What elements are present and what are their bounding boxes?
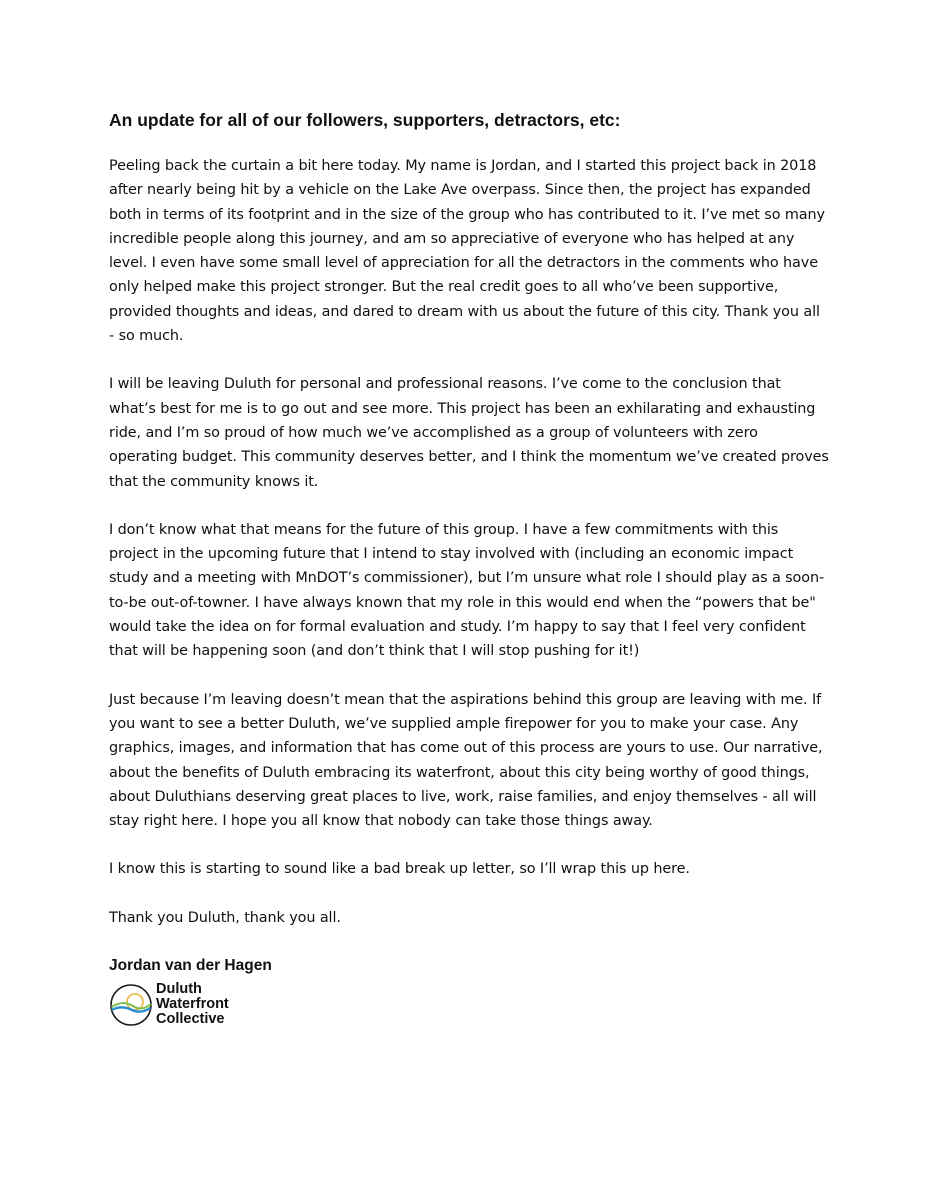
paragraph-wrap-up: I know this is starting to sound like a bad break up letter, so I’ll wrap this up here. [109, 861, 690, 878]
paragraph-leaving: I will be leaving Duluth for personal and professional reasons. I’ve come to the conclusion that what’s best for me is to go out and see more. This project has been an exhilarating and exhausting ride, and I’m so proud of how much we’ve accomplished as a group of volunteers with zero operating budget. This community deserves better, and I think the momentum we’ve created proves that the community knows it. [109, 376, 829, 490]
logo-line-waterfront: Waterfront [156, 996, 229, 1012]
paragraph-intro: Peeling back the curtain a bit here today. My name is Jordan, and I started this project back in 2018 after nearly being hit by a vehicle on the Lake Ave overpass. Since then, the project has expanded both in terms of its footprint and in the size of the group who has contributed to it. I’ve met so many incredible people along this journey, and am so appreciative of everyone who has helped at any level. I even have some small level of appreciation for all the detractors in the comments who have only helped make this project stronger. But the real credit goes to all who’ve been supportive, provided thoughts and ideas, and dared to dream with us about the future of this city. Thank you all - so much. [109, 158, 825, 345]
paragraph-future: I don’t know what that means for the future of this group. I have a few commitments with this project in the upcoming future that I intend to stay involved with (including an economic impact study and a meeting with MnDOT’s commissioner), but I’m unsure what role I should play as a soon-to-be out-of-towner. I have always known that my role in this would end when the “powers that be" would take the idea on for formal evaluation and study. I’m happy to say that I feel very confident that will be happening soon (and don’t think that I will stop pushing for it!) [109, 521, 825, 660]
logo-line-duluth: Duluth [156, 981, 202, 997]
paragraph-aspirations: Just because I’m leaving doesn’t mean that the aspirations behind this group are leaving with me. If you want to see a better Duluth, we’ve supplied ample firepower for you to make your case. Any graphics, images, and information that has come out of this process are yours to use. Our narrative, about the benefits of Duluth embracing its waterfront, about this city being worthy of good things, about Duluthians deserving great places to live, work, raise families, and enjoy themselves - all will stay right here. I hope you all know that nobody can take those things away. [109, 691, 823, 830]
signature: Jordan van der Hagen [109, 957, 272, 974]
paragraph-thanks: Thank you Duluth, thank you all. [109, 909, 341, 926]
logo-line-collective: Collective [156, 1011, 225, 1027]
letter-page [109, 108, 829, 1027]
logo-wordmark [156, 982, 229, 1027]
duluth-waterfront-collective-logo-icon [109, 983, 153, 1027]
organization-logo [109, 982, 229, 1027]
letter-heading: An update for all of our followers, supporters, detractors, etc: [109, 110, 621, 130]
